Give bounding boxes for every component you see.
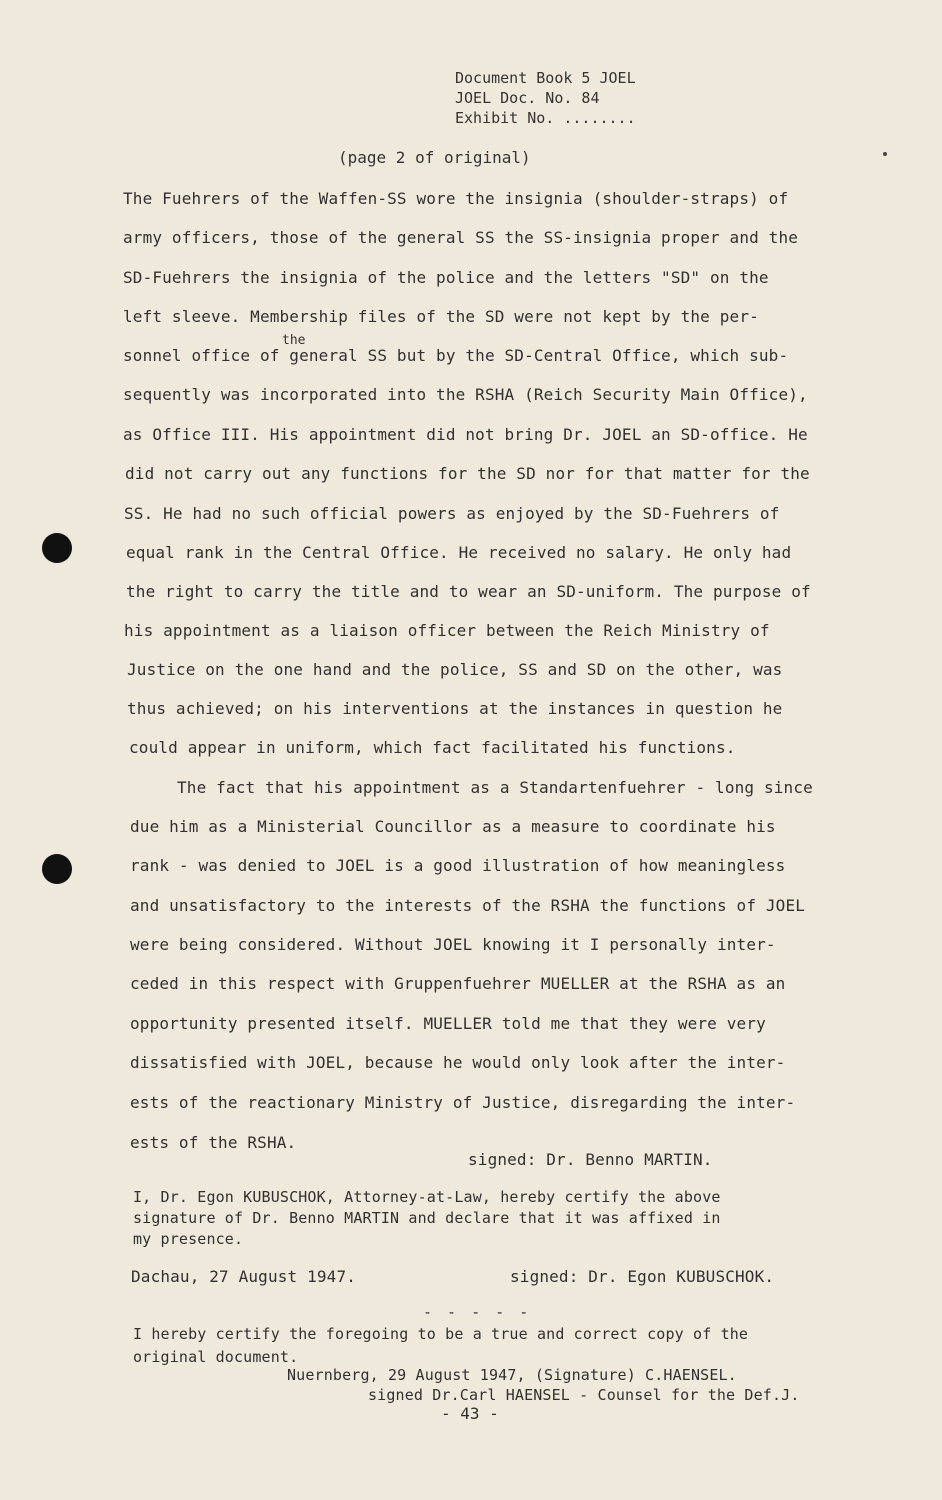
body-line: his appointment as a liaison officer between the Reich Ministry of [124, 621, 770, 640]
nuernberg-line: Nuernberg, 29 August 1947, (Signature) C.HAENSEL. [287, 1366, 737, 1384]
body-line: Justice on the one hand and the police, SS and SD on the other, was [127, 660, 783, 679]
body-line: sonnel office of general SS but by the SD-Central Office, which sub- [123, 346, 789, 365]
certification-line: my presence. [133, 1230, 244, 1248]
document-number-label: JOEL Doc. No. 84 [455, 89, 600, 107]
document-book-label: Document Book 5 JOEL [455, 69, 636, 87]
document-header [455, 68, 636, 128]
body-line: were being considered. Without JOEL knowing it I personally inter- [130, 935, 776, 954]
body-line: dissatisfied with JOEL, because he would only look after the inter- [130, 1053, 786, 1072]
haensel-signature-line: signed Dr.Carl HAENSEL - Counsel for the Def.J. [368, 1386, 800, 1404]
body-line: army officers, those of the general SS the SS-insignia proper and the [123, 228, 799, 247]
separator-dashes: - - - - - [423, 1303, 532, 1321]
body-line: as Office III. His appointment did not bring Dr. JOEL an SD-office. He [123, 425, 808, 444]
body-line: and unsatisfactory to the interests of the RSHA the functions of JOEL [130, 896, 806, 915]
body-line: could appear in uniform, which fact facilitated his functions. [129, 738, 736, 757]
exhibit-number-label: Exhibit No. ........ [455, 109, 636, 127]
body-line: ests of the reactionary Ministry of Justice, disregarding the inter- [130, 1093, 796, 1112]
handwritten-insert: the [282, 333, 306, 348]
punch-hole [42, 854, 72, 884]
final-cert-line: original document. [133, 1348, 299, 1366]
body-line: The fact that his appointment as a Standartenfuehrer - long since [177, 778, 813, 797]
body-line: left sleeve. Membership files of the SD were not kept by the per- [123, 307, 759, 326]
body-line: due him as a Ministerial Councillor as a measure to coordinate his [130, 817, 776, 836]
body-line: ests of the RSHA. [130, 1133, 297, 1152]
final-cert-line: I hereby certify the foregoing to be a true and correct copy of the [133, 1325, 749, 1343]
body-line: the right to carry the title and to wear an SD-uniform. The purpose of [126, 582, 811, 601]
body-line: The Fuehrers of the Waffen-SS wore the insignia (shoulder-straps) of [123, 189, 789, 208]
body-line: rank - was denied to JOEL is a good illustration of how meaningless [130, 856, 786, 875]
ink-speck [883, 152, 887, 156]
dachau-date: Dachau, 27 August 1947. [131, 1267, 357, 1286]
page-note: (page 2 of original) [338, 148, 531, 167]
body-line: SD-Fuehrers the insignia of the police and the letters "SD" on the [123, 268, 769, 287]
body-line: opportunity presented itself. MUELLER told me that they were very [130, 1014, 766, 1033]
body-line: sequently was incorporated into the RSHA (Reich Security Main Office), [123, 385, 808, 404]
punch-hole [42, 533, 72, 563]
body-line: ceded in this respect with Gruppenfuehrer MUELLER at the RSHA as an [130, 974, 786, 993]
kubuschok-signature-line: signed: Dr. Egon KUBUSCHOK. [510, 1267, 775, 1286]
body-line: thus achieved; on his interventions at the instances in question he [127, 699, 783, 718]
body-line: SS. He had no such official powers as enjoyed by the SD-Fuehrers of [124, 504, 780, 523]
martin-signature-line: signed: Dr. Benno MARTIN. [468, 1150, 713, 1169]
certification-line: signature of Dr. Benno MARTIN and declare that it was affixed in [133, 1209, 721, 1227]
certification-line: I, Dr. Egon KUBUSCHOK, Attorney-at-Law, hereby certify the above [133, 1188, 721, 1206]
page-number: - 43 - [441, 1404, 499, 1423]
body-line: equal rank in the Central Office. He received no salary. He only had [126, 543, 792, 562]
body-line: did not carry out any functions for the SD nor for that matter for the [125, 464, 810, 483]
